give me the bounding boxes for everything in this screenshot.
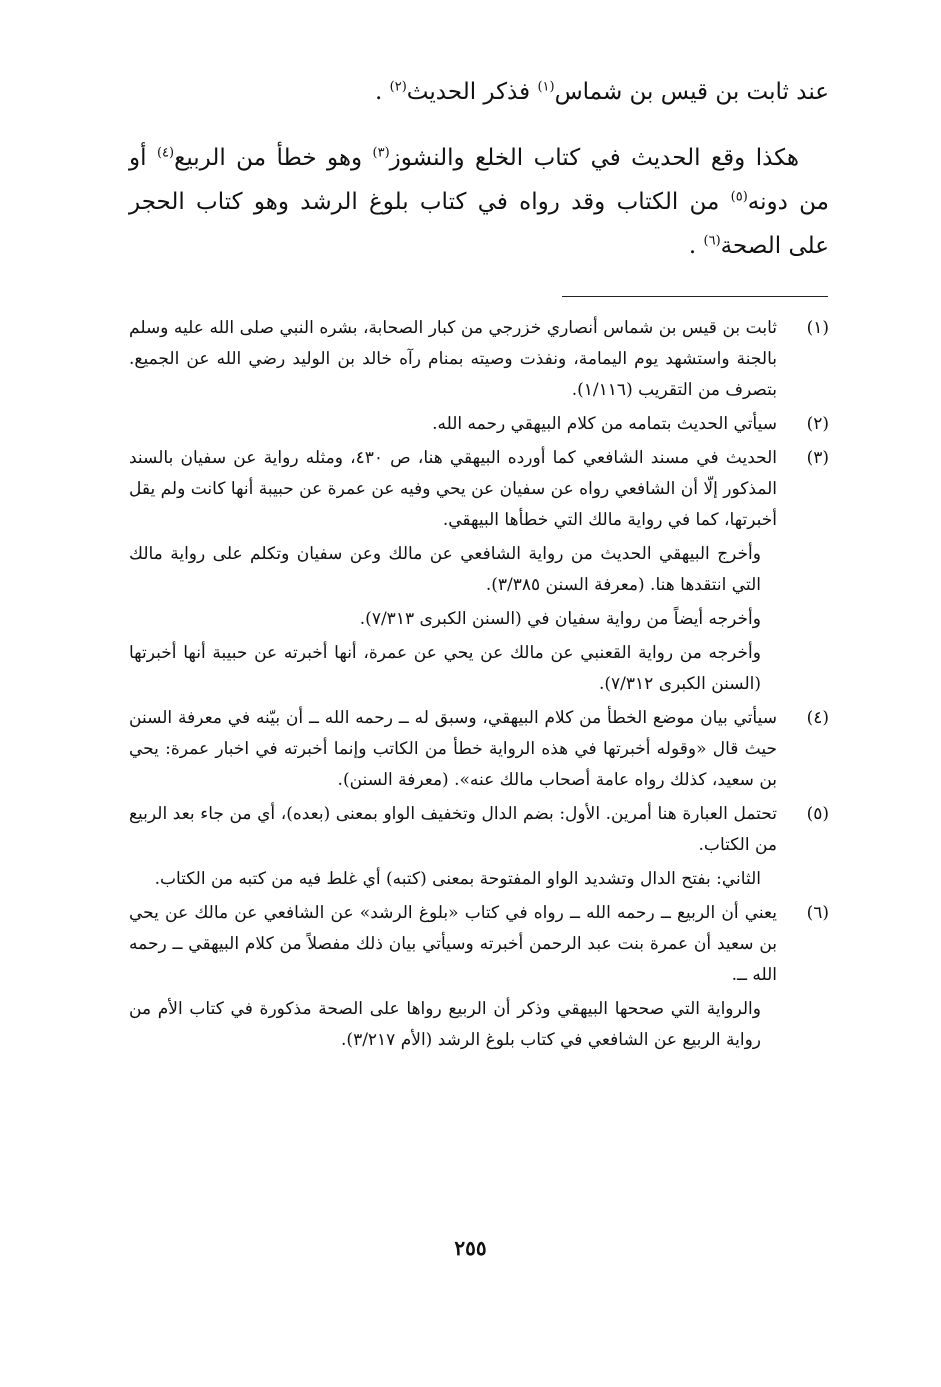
footnote-4 — [129, 703, 829, 796]
text-run: هكذا وقع الحديث في كتاب الخلع والنشوز — [389, 145, 799, 171]
footnote-paragraph: وأخرجه أيضاً من رواية سفيان في (السنن الكبرى ٧/٣١٣). — [359, 609, 761, 629]
footnote-body — [129, 898, 777, 1056]
main-paragraph-1 — [129, 70, 829, 114]
footnote-6 — [129, 898, 829, 1056]
page-number: ٢٥٥ — [454, 1236, 487, 1260]
main-paragraph-2 — [129, 136, 829, 268]
footnote-number: (٣) — [806, 448, 829, 468]
footnote-number: (٦) — [806, 903, 829, 923]
footnote-ref-3[interactable]: (٣) — [372, 145, 390, 161]
footnote-paragraph: تحتمل العبارة هنا أمرين. الأول: بضم الدال وتخفيف الواو بمعنى (بعده)، أي من جاء بعد الربيع من الكتاب. — [129, 804, 777, 855]
footnote-body — [129, 703, 777, 796]
text-run: فذكر الحديث — [406, 79, 538, 105]
footnote-paragraph: وأخرج البيهقي الحديث من رواية الشافعي عن مالك وعن سفيان وتكلم على رواية مالك التي انتقدها هنا. (معرفة السنن ٣/٣٨٥). — [129, 544, 761, 595]
text-run: وهو خطأ من الربيع — [174, 145, 373, 171]
footnote-ref-6[interactable]: (٦) — [703, 233, 721, 249]
footnote-paragraph: وأخرجه من رواية القعنبي عن مالك عن يحي عن عمرة، أنها أخبرته عن حبيبة أنها أخبرتها (السنن الكبرى ٧/٣١٢). — [129, 643, 761, 694]
footnote-body — [129, 409, 777, 440]
footnote-body — [129, 313, 777, 406]
text-run: عند ثابت بن قيس بن شماس — [554, 79, 829, 105]
footnote-body — [129, 799, 777, 895]
footnote-paragraph: سيأتي الحديث بتمامه من كلام البيهقي رحمه الله. — [432, 414, 777, 434]
footnote-1 — [129, 313, 829, 406]
footnote-paragraph: ثابت بن قيس بن شماس أنصاري خزرجي من كبار الصحابة، بشره النبي صلى الله عليه وسلم بالجنة واستشهد يوم اليمامة، ونفذت وصيته بمنام رآه خالد بن الوليد رضي الله عن الجميع. بتصرف من التقريب (١/١١٦). — [129, 318, 777, 400]
footnote-number: (١) — [806, 318, 829, 338]
footnote-paragraph: والرواية التي صححها البيهقي وذكر أن الربيع رواها على الصحة مذكورة في كتاب الأم من رواية الربيع عن الشافعي في كتاب بلوغ الرشد (الأم ٣/٢١٧). — [129, 999, 761, 1050]
footnote-number: (٤) — [806, 708, 829, 728]
footnote-number: (٢) — [806, 414, 829, 434]
footnote-separator — [562, 296, 828, 297]
text-run: من الكتاب وقد رواه في كتاب بلوغ الرشد وهو كتاب الحجر على الصحة — [129, 189, 829, 259]
footnote-ref-2[interactable]: (٢) — [389, 79, 407, 95]
footnote-number: (٥) — [806, 804, 829, 824]
text-run: . — [688, 233, 704, 259]
text-run: . — [375, 79, 390, 105]
footnote-ref-5[interactable]: (٥) — [730, 189, 748, 205]
footnote-paragraph: سيأتي بيان موضع الخطأ من كلام البيهقي، وسبق له ــ رحمه الله ــ أن بيّنه في معرفة السنن حيث قال «وقوله أخبرتها في هذه الرواية خطأ من الكاتب وإنما أخبرته في اخبار عمرة: يحي بن سعيد، كذلك رواه عامة أصحاب مالك عنه». (معرفة السنن). — [129, 708, 777, 790]
footnote-body — [129, 443, 777, 700]
footnote-paragraph: الحديث في مسند الشافعي كما أورده البيهقي هنا، ص ٤٣٠، ومثله رواية عن سفيان بالسند المذكور إلّا أن الشافعي رواه عن سفيان عن يحي وفيه عن عمرة عن حبيبة أنها كانت ولم يقل أخبرتها، كما في رواية مالك التي خطأها البيهقي. — [129, 448, 777, 530]
footnote-5 — [129, 799, 829, 895]
footnote-2 — [129, 409, 829, 440]
footnote-ref-4[interactable]: (٤) — [156, 145, 175, 161]
footnote-paragraph: يعني أن الربيع ــ رحمه الله ــ رواه في كتاب «بلوغ الرشد» عن الشافعي عن مالك عن يحي بن سعيد أن عمرة بنت عبد الرحمن أخبرته وسيأتي بيان ذلك مفصلاً من كلام البيهقي ــ رحمه الله ــ. — [129, 903, 777, 985]
main-text — [129, 70, 829, 268]
text-run: أو من دونه — [129, 145, 829, 215]
footnotes-section — [129, 313, 829, 1059]
footnote-paragraph: الثاني: بفتح الدال وتشديد الواو المفتوحة بمعنى (كتبه) أي غلط فيه من كتبه من الكتاب. — [154, 869, 761, 889]
footnote-3 — [129, 443, 829, 700]
footnote-ref-1[interactable]: (١) — [537, 79, 555, 95]
